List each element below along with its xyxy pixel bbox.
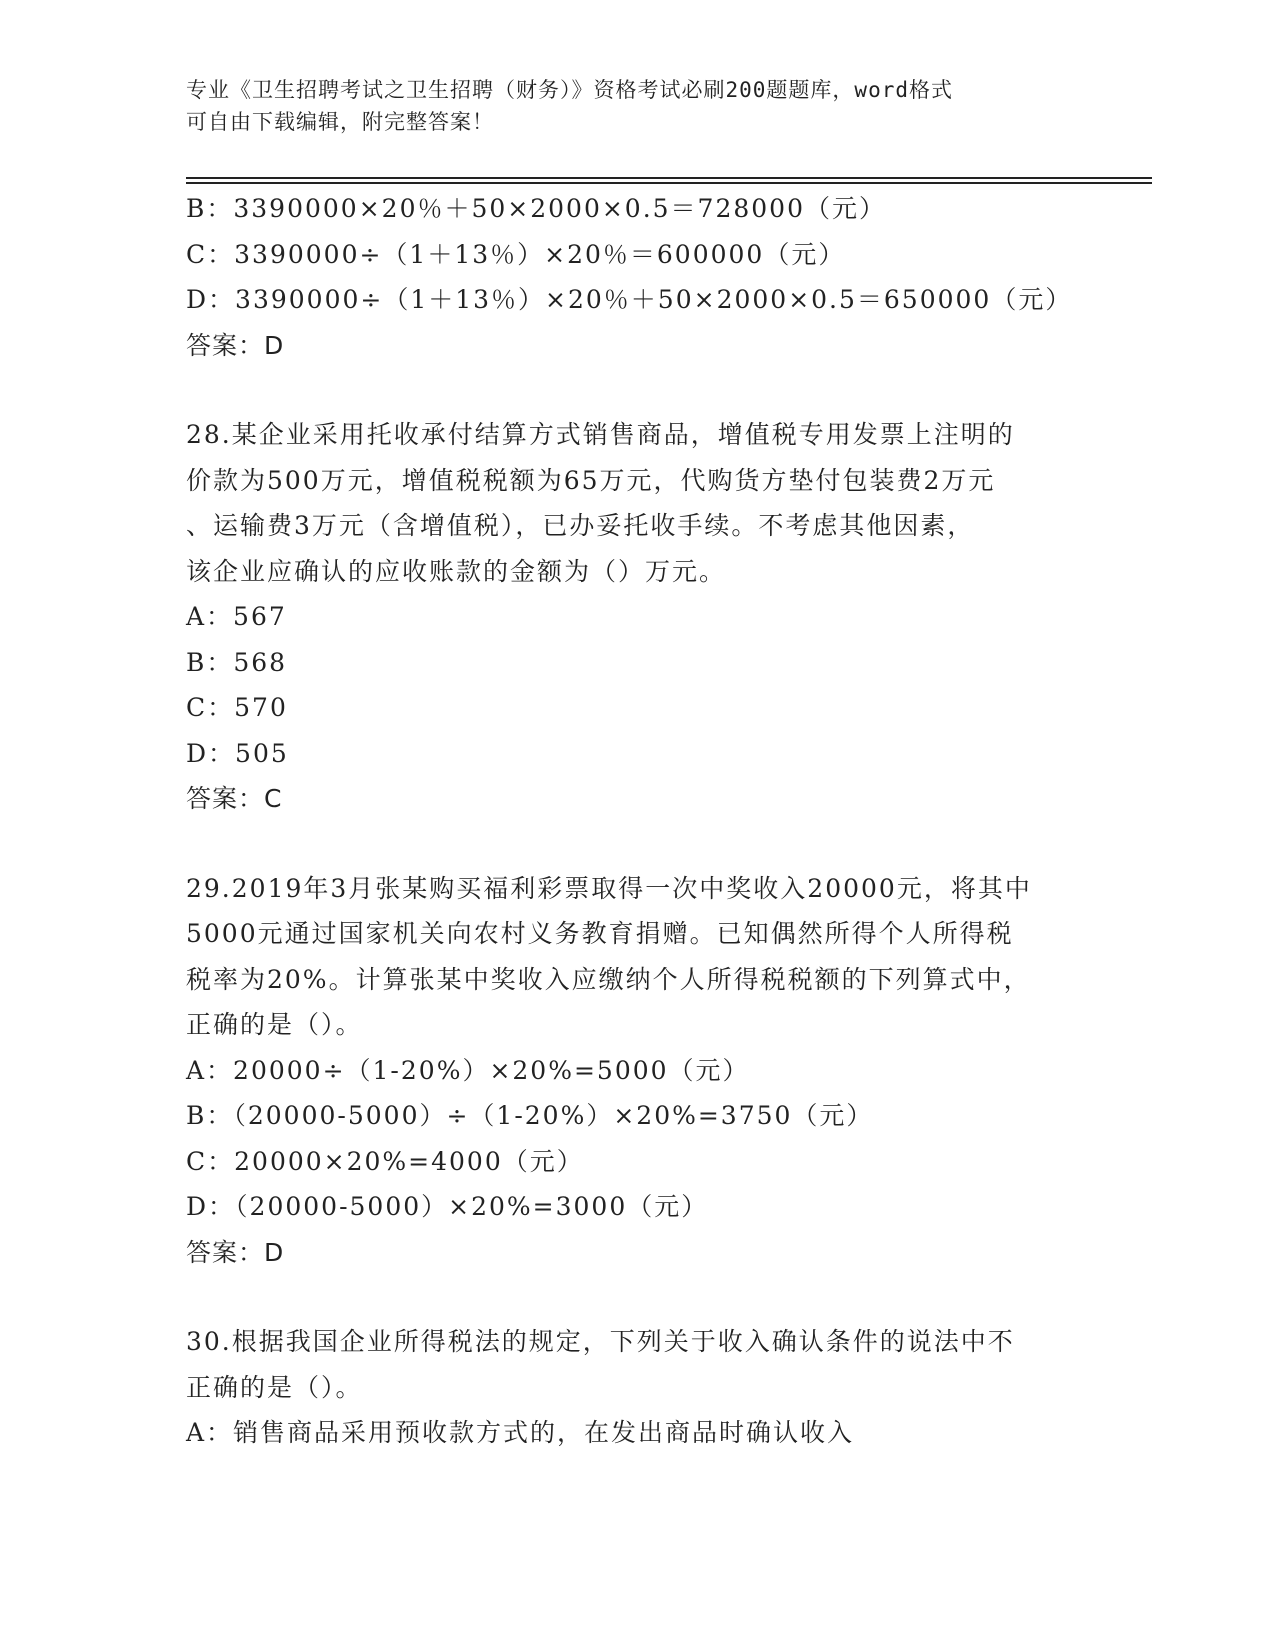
question-stem-line: 价款为500万元，增值税税额为65万元，代购货方垫付包装费2万元	[186, 465, 996, 495]
question-stem-line: 29.2019年3月张某购买福利彩票取得一次中奖收入20000元，将其中	[186, 873, 1032, 903]
option-a: A：20000÷（1-20%）×20%=5000（元）	[186, 1055, 750, 1085]
answer: 答案：C	[186, 784, 283, 813]
option-c: C：570	[186, 693, 288, 722]
question-30	[186, 1319, 1086, 1456]
answer: 答案：D	[186, 1237, 285, 1267]
option-d: D：（20000-5000）×20%=3000（元）	[186, 1192, 709, 1221]
header-divider-bottom	[186, 182, 1152, 184]
option-b: B：568	[186, 647, 288, 677]
question-stem-line: 、运输费3万元（含增值税），已办妥托收手续。不考虑其他因素，	[186, 511, 975, 540]
option-c: C：3390000÷（1＋13％）×20％＝600000（元）	[186, 239, 846, 269]
option-d: D：3390000÷（1＋13％）×20％＋50×2000×0.5＝650000（元）	[186, 285, 1073, 314]
option-c: C：20000×20%=4000（元）	[186, 1146, 584, 1176]
question-stem-line: 税率为20%。计算张某中奖收入应缴纳个人所得税税额的下列算式中，	[186, 964, 1031, 994]
option-b: B：3390000×20％＋50×2000×0.5＝728000（元）	[186, 194, 886, 223]
question-stem-line: 正确的是（）。	[186, 1372, 363, 1402]
document-header	[186, 74, 1086, 138]
option-a: A：销售商品采用预收款方式的，在发出商品时确认收入	[186, 1418, 855, 1447]
header-line-2: 可自由下载编辑，附完整答案！	[186, 110, 494, 134]
question-29	[186, 866, 1086, 1276]
header-divider-top	[186, 177, 1152, 179]
header-line-1: 专业《卫生招聘考试之卫生招聘（财务）》资格考试必刷200题题库，word格式	[186, 78, 953, 102]
option-d: D：505	[186, 738, 289, 768]
question-27-tail	[186, 186, 1086, 368]
question-28	[186, 412, 1086, 822]
question-stem-line: 28.某企业采用托收承付结算方式销售商品，增值税专用发票上注明的	[186, 420, 1015, 449]
option-b: B：（20000-5000）÷（1-20%）×20%=3750（元）	[186, 1101, 874, 1130]
question-stem-line: 正确的是（）。	[186, 1010, 363, 1039]
question-stem-line: 该企业应确认的应收账款的金额为（）万元。	[186, 556, 727, 586]
question-content	[186, 186, 1086, 1456]
question-stem-line: 30.根据我国企业所得税法的规定，下列关于收入确认条件的说法中不	[186, 1327, 1015, 1356]
question-stem-line: 5000元通过国家机关向农村义务教育捐赠。已知偶然所得个人所得税	[186, 919, 1014, 948]
option-a: A：567	[186, 602, 287, 631]
answer: 答案：D	[186, 330, 285, 360]
